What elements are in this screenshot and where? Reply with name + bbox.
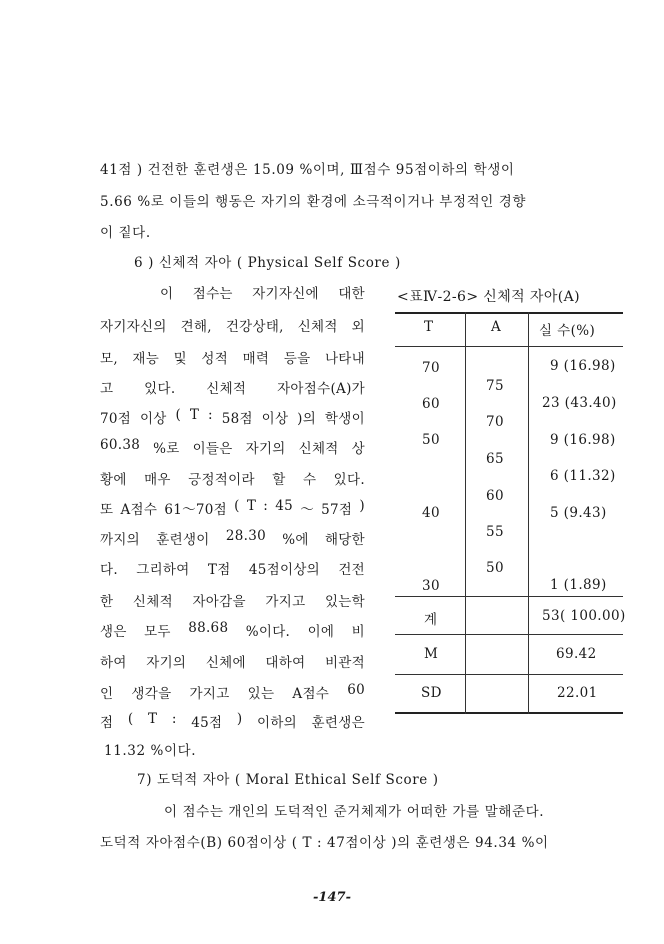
word: 상 [351, 441, 365, 457]
word: 이들은 [192, 441, 233, 457]
word: 고 [100, 381, 114, 397]
word: 자기의 [146, 655, 187, 671]
word: 수 [302, 472, 317, 488]
word: 점수는 [192, 286, 233, 302]
word: 훈련생이 [156, 532, 210, 548]
word: 58점 [221, 411, 253, 427]
word: 비관적 [324, 655, 365, 671]
word: 60.38 [100, 437, 141, 453]
a-value: 50 [486, 560, 504, 576]
body-text-line: 이 짙다. [100, 225, 151, 241]
word: 신체에 [205, 655, 246, 671]
word: 가지고 [189, 686, 230, 702]
word: 긍정적이라 [188, 472, 255, 488]
word: 가지고 [265, 594, 306, 610]
a-value: 60 [486, 488, 504, 504]
word: 신체적 [206, 381, 247, 397]
word: 이상 [139, 411, 167, 427]
word: ( [175, 407, 182, 423]
body-text-line [100, 590, 365, 610]
t-value: 30 [422, 578, 440, 594]
word: 건전 [338, 562, 365, 578]
count-value: 9 (16.98) [550, 432, 616, 448]
word: 황에 [100, 472, 127, 488]
word: 70점 [100, 411, 132, 427]
word: : [171, 711, 177, 727]
word: 비 [351, 624, 365, 640]
total-label: 계 [424, 612, 438, 628]
word: 성적 [201, 351, 229, 367]
section-heading: 7) 도덕적 자아 ( Moral Ethical Self Score ) [137, 772, 439, 788]
body-text-line [100, 651, 365, 671]
page-number: -147- [313, 890, 351, 905]
word: ～ [300, 502, 314, 518]
column-header: 실 수(%) [539, 323, 596, 339]
a-value: 65 [486, 451, 504, 467]
t-value: 70 [422, 360, 440, 376]
word: 있다. [144, 381, 176, 397]
word: 자기자신의 [100, 319, 167, 335]
word: ) [236, 711, 243, 727]
word: 대한 [338, 286, 365, 302]
word: 61～70점 [164, 502, 228, 518]
word: 자기자신에 [252, 286, 319, 302]
word: 60 [347, 682, 365, 698]
count-value: 23 (43.40) [542, 395, 617, 411]
body-text-line: 41점 ) 건전한 훈련생은 15.09 %이며, Ⅲ점수 95점이하의 학생이 [100, 162, 515, 178]
body-text-line [100, 437, 365, 457]
word: )의 [297, 411, 317, 427]
body-text-line [100, 682, 365, 702]
word: 생은 [100, 624, 127, 640]
word: 이 [160, 286, 174, 302]
word: 신체적 [297, 319, 338, 335]
word: 점 [100, 715, 114, 731]
word: 45점 [191, 715, 223, 731]
word: 학생이 [324, 411, 365, 427]
count-value: 1 (1.89) [550, 577, 607, 593]
word: 한 [100, 594, 114, 610]
word: 인 [100, 686, 114, 702]
word: 자아점수(A)가 [277, 381, 365, 397]
word: 까지의 [100, 532, 141, 548]
word: 신체적 [132, 594, 173, 610]
body-text-line [100, 468, 365, 488]
word: ( [127, 711, 134, 727]
body-text-line: 11.32 %이다. [104, 743, 197, 759]
word: 매력 [242, 351, 270, 367]
body-text-line [100, 407, 365, 427]
word: 이상 [261, 411, 289, 427]
word: 및 [173, 351, 187, 367]
body-text-line [100, 498, 365, 518]
word: %이다. [245, 624, 291, 640]
word: 해당한 [324, 532, 365, 548]
word: %로 [153, 441, 180, 457]
word: T [246, 498, 257, 514]
body-text-line [100, 558, 365, 578]
word: 그리하여 [136, 562, 190, 578]
body-text-line [100, 711, 365, 731]
word: T점 [207, 562, 231, 578]
mean-label: M [424, 646, 439, 662]
t-value: 60 [422, 396, 440, 412]
word: 건강상태, [225, 319, 284, 335]
body-text-line: 5.66 %로 이들의 행동은 자기의 환경에 소극적이거나 부정적인 경향 [100, 194, 527, 210]
column-header: A [491, 319, 502, 335]
word: 88.68 [188, 620, 229, 636]
word: A점수 [292, 686, 330, 702]
body-text-line [100, 347, 365, 367]
body-text-line [160, 282, 365, 302]
word: 훈련생은 [311, 715, 365, 731]
word: 57점 [321, 502, 353, 518]
word: 재능 [132, 351, 160, 367]
word: 있다. [333, 472, 365, 488]
word: 하여 [100, 655, 127, 671]
mean-value: 69.42 [556, 646, 597, 662]
word: 나타내 [324, 351, 365, 367]
word: 외 [351, 319, 365, 335]
word: T [147, 711, 158, 727]
word: 28.30 [225, 528, 267, 544]
body-text-line [100, 528, 365, 548]
count-value: 9 (16.98) [550, 358, 616, 374]
sd-value: 22.01 [557, 685, 598, 701]
word: 있는 [247, 686, 275, 702]
count-value: 6 (11.32) [550, 468, 616, 484]
word: 견해, [180, 319, 212, 335]
sd-label: SD [421, 685, 442, 701]
word: : [208, 407, 213, 423]
word: ) [359, 498, 365, 514]
count-value: 5 (9.43) [550, 505, 607, 521]
word: 등을 [283, 351, 311, 367]
section-heading: 6 ) 신체적 자아 ( Physical Self Score ) [134, 255, 401, 271]
word: 모, [100, 351, 118, 367]
word: T [189, 407, 200, 423]
table-title: <표Ⅳ-2-6> 신체적 자아(A) [397, 289, 581, 305]
word: ( [234, 498, 240, 514]
a-value: 55 [486, 524, 504, 540]
word: 생각을 [131, 686, 172, 702]
word: 이에 [307, 624, 335, 640]
data-table [395, 312, 626, 714]
word: 대하여 [265, 655, 306, 671]
word: 자아감을 [192, 594, 246, 610]
total-value: 53( 100.00) [542, 608, 626, 624]
word: 또 [100, 502, 114, 518]
word: %에 [282, 532, 309, 548]
word: 매우 [144, 472, 171, 488]
a-value: 75 [486, 378, 504, 394]
word: 다. [100, 562, 118, 578]
body-text-line [100, 377, 365, 397]
word: 할 [272, 472, 286, 488]
word: 45 [275, 498, 294, 514]
word: : [263, 498, 269, 514]
t-value: 50 [422, 432, 440, 448]
body-text-line: 도덕적 자아점수(B) 60점이상 ( T : 47점이상 )의 훈련생은 94.34 %이 [100, 835, 549, 851]
body-text-line [100, 620, 365, 640]
word: 있는학 [324, 594, 365, 610]
body-text-line [100, 315, 365, 335]
word: 자기의 [245, 441, 286, 457]
word: 이하의 [256, 715, 298, 731]
a-value: 70 [486, 414, 504, 430]
word: A점수 [120, 502, 158, 518]
word: 신체적 [298, 441, 339, 457]
column-header: T [424, 319, 434, 335]
body-text-line: 이 점수는 개인의 도덕적인 준거체제가 어떠한 가를 말해준다. [164, 804, 545, 820]
t-value: 40 [422, 505, 440, 521]
word: 45점이상의 [248, 562, 321, 578]
word: 모두 [144, 624, 171, 640]
